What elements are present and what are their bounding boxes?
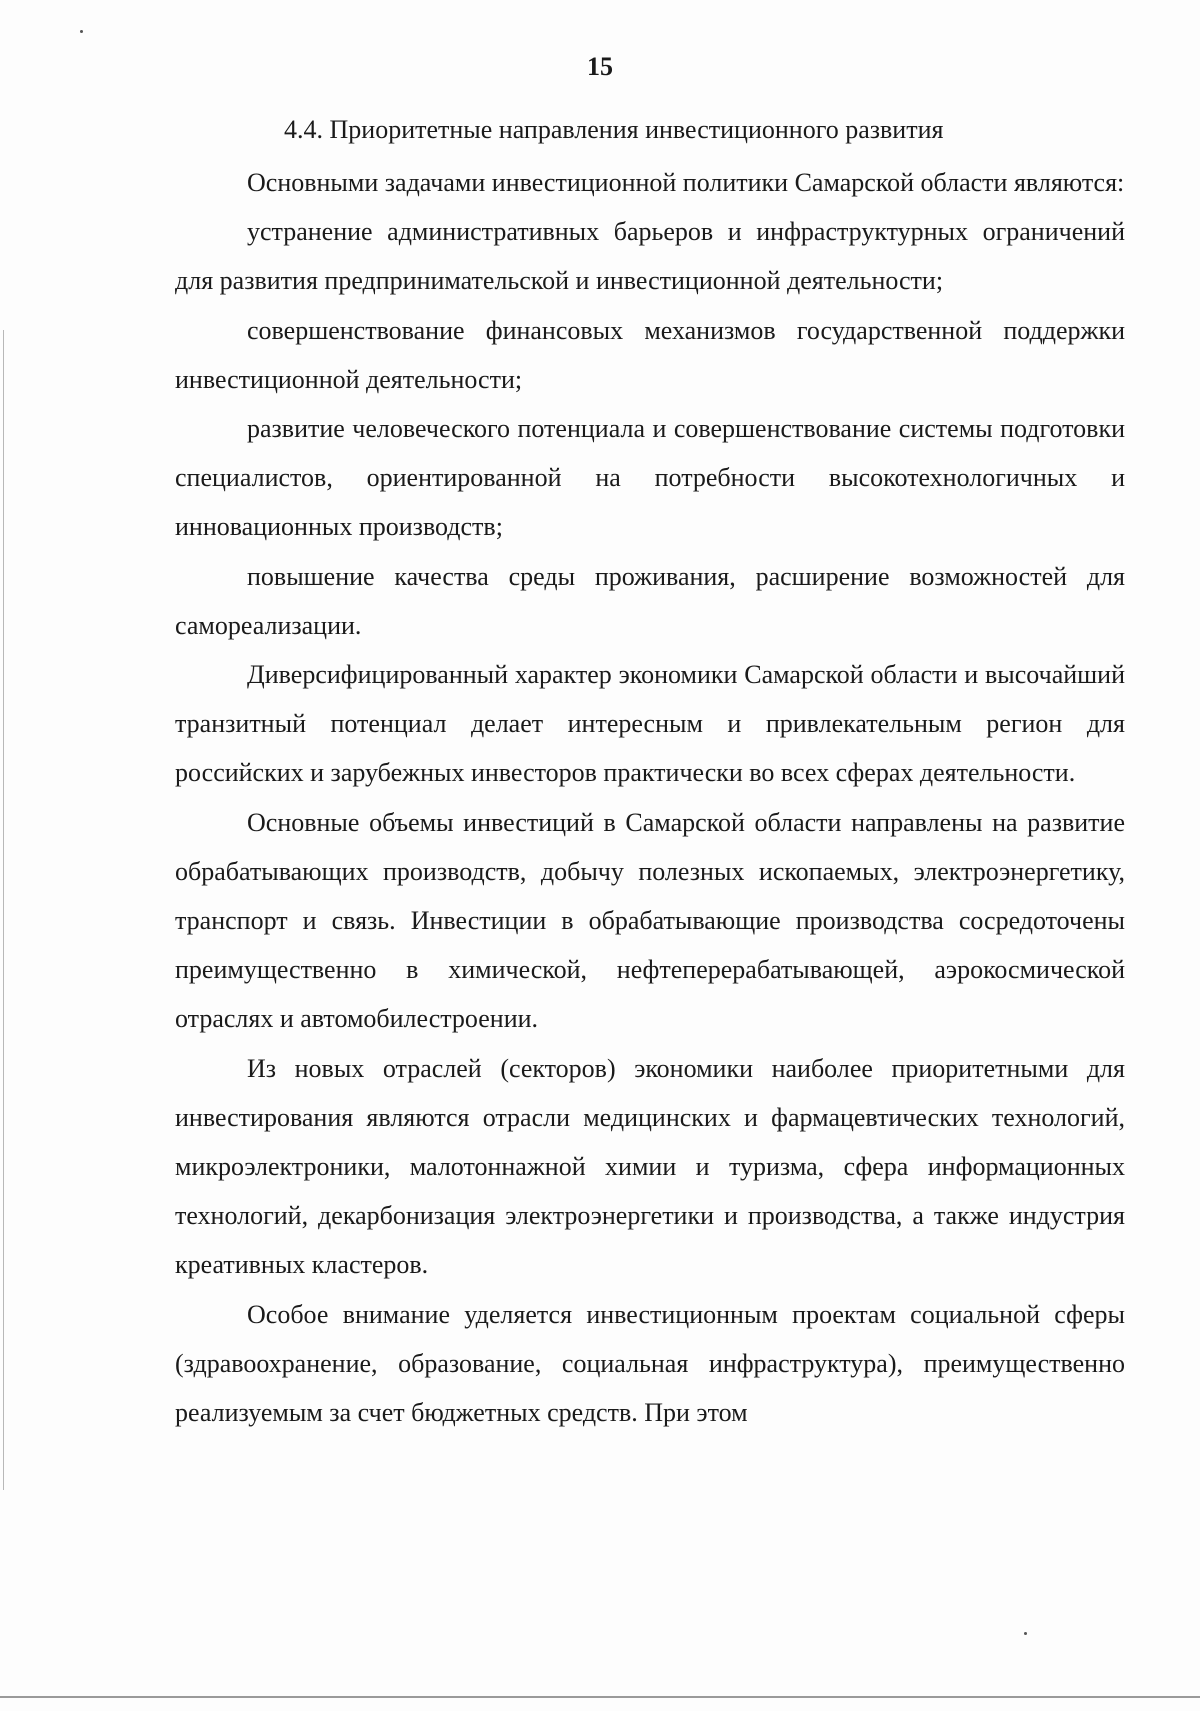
paragraph: повышение качества среды проживания, расширение возможностей для самореализации. <box>175 561 1125 640</box>
scan-speck <box>80 30 83 33</box>
paragraph: Диверсифицированный характер экономики Самарской области и высочайший транзитный потенциал делает интересным и привлекательным регион для российских и зарубежных инвесторов практически во всех сферах деятельности. <box>175 660 1125 788</box>
page-number: 15 <box>587 52 613 81</box>
paragraph: Основные объемы инвестиций в Самарской области направлены на развитие обрабатывающих производств, добычу полезных ископаемых, электроэнергетику, транспорт и связь. Инвестиции в обрабатывающие производства сосредоточены преимущественно в химической, нефтеперерабатывающей, аэрокосмической отраслях и автомобилестроении. <box>175 807 1125 1034</box>
paragraph: устранение административных барьеров и инфраструктурных ограничений для развития предпринимательской и инвестиционной деятельности; <box>175 217 1125 296</box>
paragraph: совершенствование финансовых механизмов государственной поддержки инвестиционной деятельности; <box>175 315 1125 394</box>
paragraph: развитие человеческого потенциала и совершенствование системы подготовки специалистов, ориентированной на потребности высокотехнологичных и инновационных производств; <box>175 414 1125 542</box>
paragraph: Особое внимание уделяется инвестиционным проектам социальной сферы (здравоохранение, образование, социальная инфраструктура), преимущественно реализуемым за счет бюджетных средств. При этом <box>175 1299 1125 1428</box>
paragraph: Основными задачами инвестиционной политики Самарской области являются: <box>247 168 1125 197</box>
body-text <box>175 158 1125 1437</box>
section-heading: 4.4. Приоритетные направления инвестиционного развития <box>284 115 944 144</box>
scan-edge-line <box>3 330 4 1490</box>
scan-bottom-line <box>0 1696 1200 1698</box>
paragraph: Из новых отраслей (секторов) экономики наиболее приоритетными для инвестирования являются отрасли медицинских и фармацевтических технологий, микроэлектроники, малотоннажной химии и туризма, сфера информационных технологий, декарбонизация электроэнергетики и производства, а также индустрия креативных кластеров. <box>175 1053 1125 1280</box>
scan-speck <box>1024 1632 1027 1635</box>
